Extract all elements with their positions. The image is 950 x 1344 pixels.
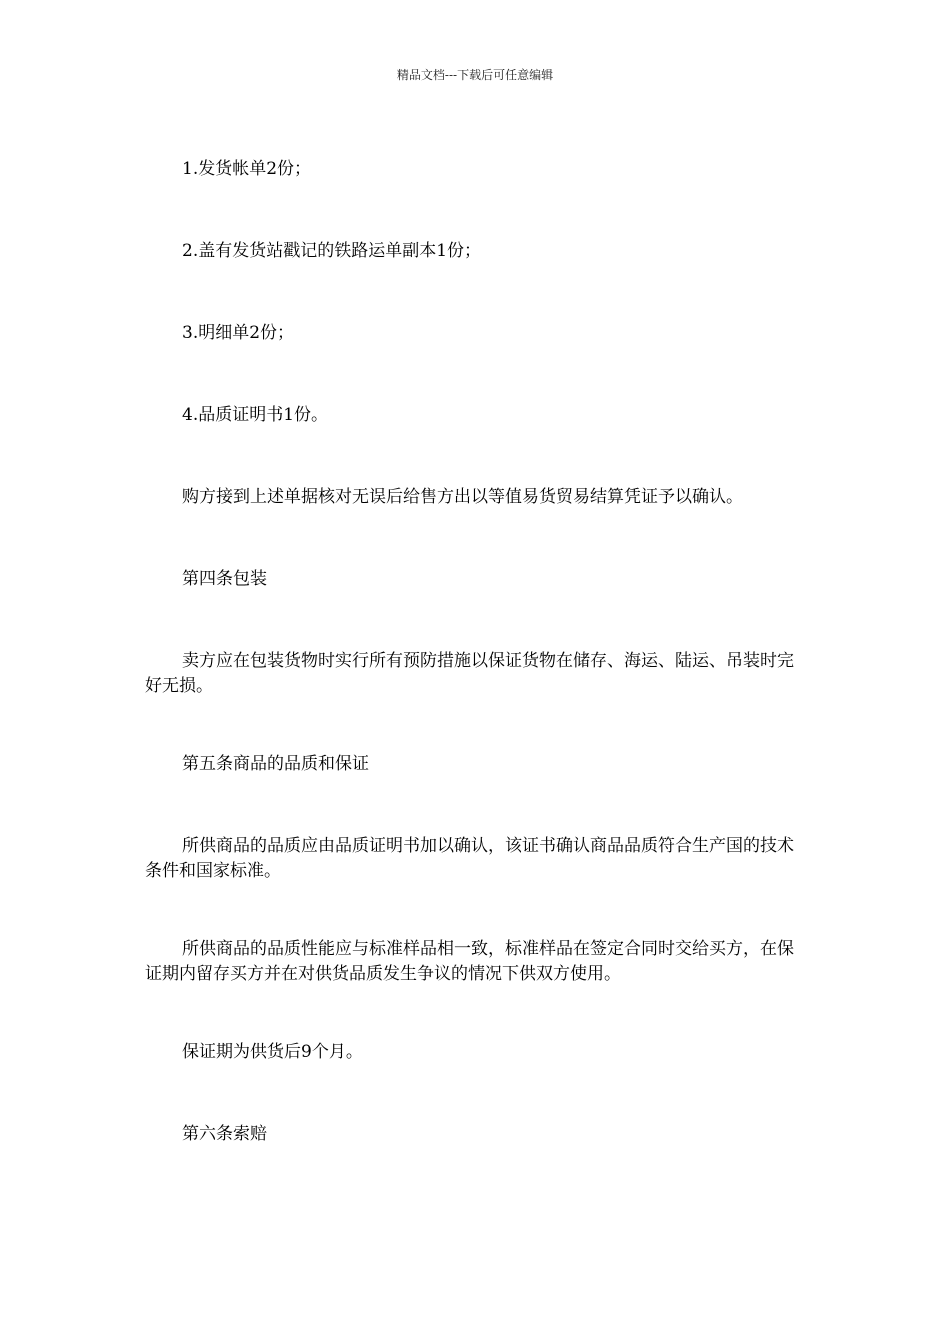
paragraph-item-3: 3.明细单2份； (182, 323, 295, 343)
heading-article-6: 第六条索赔 (182, 1124, 267, 1144)
heading-article-5: 第五条商品的品质和保证 (182, 754, 369, 774)
paragraph-confirmation: 购方接到上述单据核对无误后给售方出以等值易货贸易结算凭证予以确认。 (182, 487, 743, 507)
paragraph-item-4: 4.品质证明书1份。 (182, 405, 329, 425)
paragraph-quality-certificate: 所供商品的品质应由品质证明书加以确认，该证书确认商品品质符合生产国的技术条件和国家标准。 (145, 836, 794, 881)
paragraph-warranty-period: 保证期为供货后9个月。 (182, 1042, 363, 1062)
paragraph-packaging: 卖方应在包装货物时实行所有预防措施以保证货物在储存、海运、陆运、吊装时完好无损。 (145, 651, 794, 696)
heading-article-4: 第四条包装 (182, 569, 267, 589)
paragraph-item-2: 2.盖有发货站戳记的铁路运单副本1份； (182, 241, 482, 261)
page-header: 精品文档---下载后可任意编辑 (396, 68, 554, 82)
paragraph-item-1: 1.发货帐单2份； (182, 159, 312, 179)
paragraph-quality-sample: 所供商品的品质性能应与标准样品相一致，标准样品在签定合同时交给买方，在保证期内留存买方并在对供货品质发生争议的情况下供双方使用。 (145, 939, 794, 984)
